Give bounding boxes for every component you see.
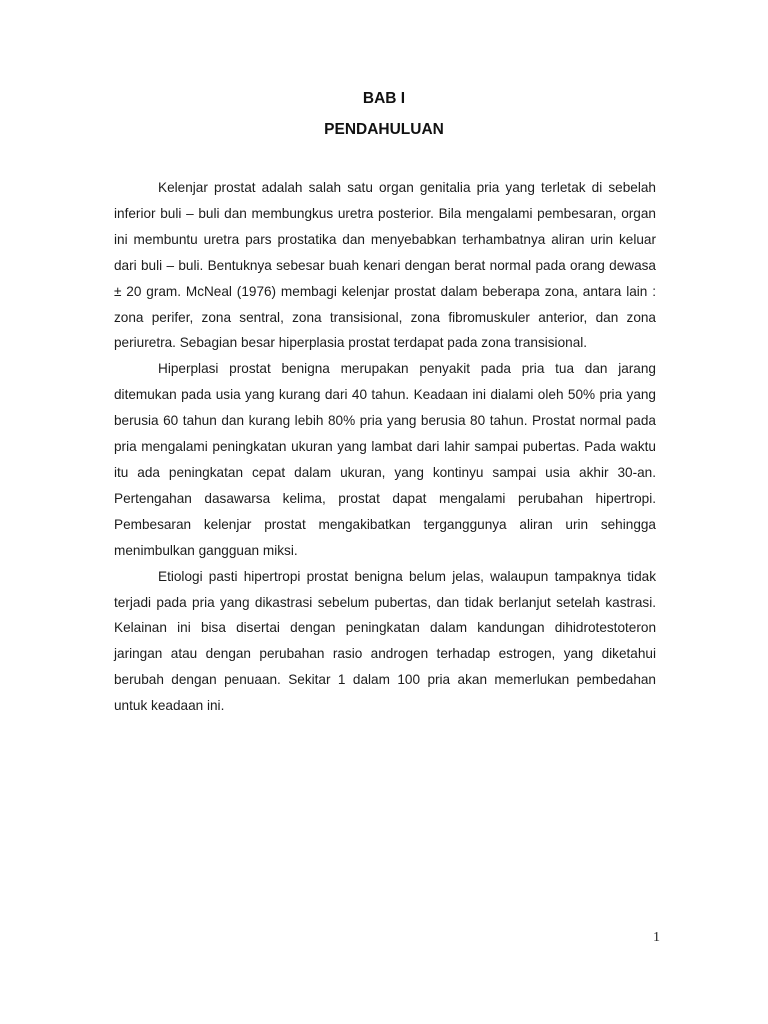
paragraph-3: Etiologi pasti hipertropi prostat benigna belum jelas, walaupun tampaknya tidak terjadi pada pria yang dikastrasi sebelum pubertas, dan tidak berlanjut setelah kastrasi. Kelainan ini bisa disertai dengan peningkatan dalam kandungan dihidrotestoteron jaringan atau dengan perubahan rasio androgen terhadap estrogen, yang diketahui berubah dengan penuaan. Sekitar 1 dalam 100 pria akan memerlukan pembedahan untuk keadaan ini. <box>114 568 656 714</box>
paragraph-1: Kelenjar prostat adalah salah satu organ genitalia pria yang terletak di sebelah inferior buli – buli dan membungkus uretra posterior. Bila mengalami pembesaran, organ ini membuntu uretra pars prostatika dan menyebabkan terhambatnya aliran urin keluar dari buli – buli. Bentuknya sebesar buah kenari dengan berat normal pada orang dewasa ± 20 gram. McNeal (1976) membagi kelenjar prostat dalam beberapa zona, antara lain : zona perifer, zona sentral, zona transisional, zona fibromuskuler anterior, dan zona periuretra. Sebagian besar hiperplasia prostat terdapat pada zona transisional. <box>114 180 656 351</box>
body-text <box>114 175 656 719</box>
chapter-heading: BAB I <box>362 90 406 107</box>
page-number: 1 <box>653 930 660 945</box>
paragraph-2: Hiperplasi prostat benigna merupakan penyakit pada pria tua dan jarang ditemukan pada usia yang kurang dari 40 tahun. Keadaan ini dialami oleh 50% pria yang berusia 60 tahun dan kurang lebih 80% pria yang berusia 80 tahun. Prostat normal pada pria mengalami peningkatan ukuran yang lambat dari lahir sampai pubertas. Pada waktu itu ada peningkatan cepat dalam ukuran, yang kontinyu sampai usia akhir 30-an. Pertengahan dasawarsa kelima, prostat dapat mengalami perubahan hipertropi. Pembesaran kelenjar prostat mengakibatkan terganggunya aliran urin sehingga menimbulkan gangguan miksi. <box>114 361 656 558</box>
chapter-title: PENDAHULUAN <box>324 121 444 138</box>
